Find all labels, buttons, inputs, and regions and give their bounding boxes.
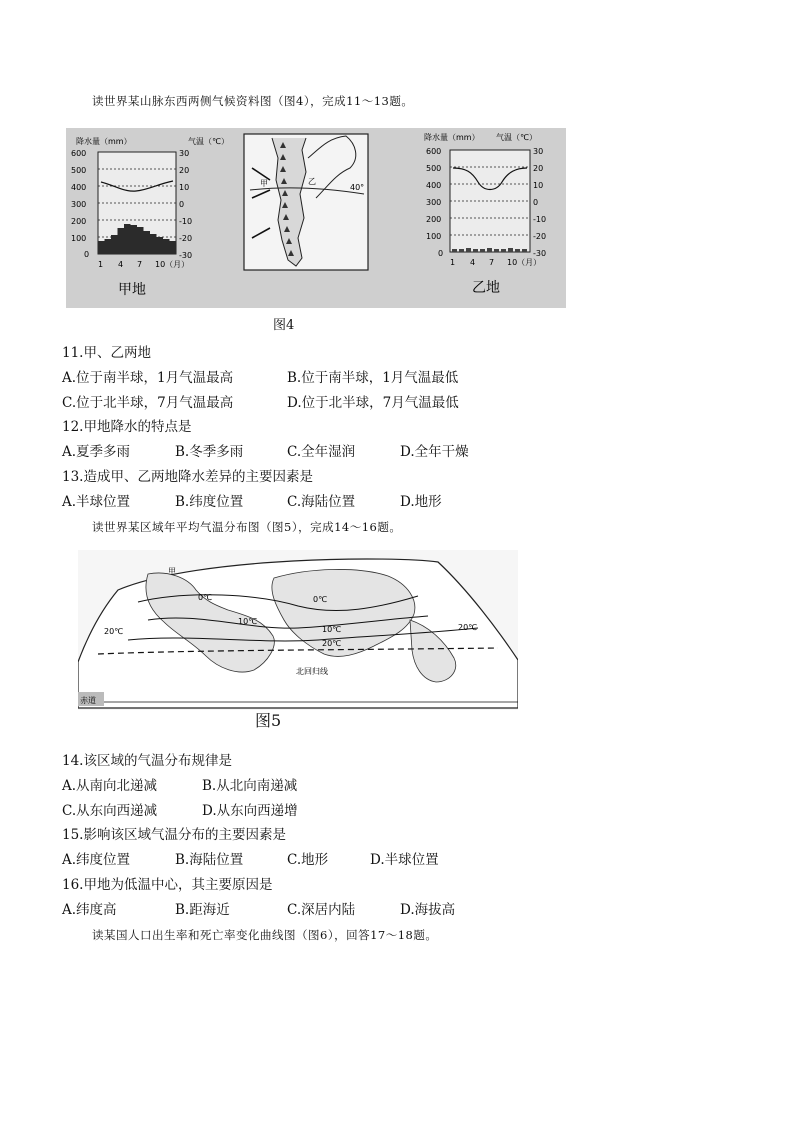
q12-stem: 12.甲地降水的特点是	[62, 419, 192, 435]
yi-mtick-1: 4	[470, 258, 476, 267]
q16-option-b: B.距海近	[175, 902, 230, 918]
map-label-lat: 40°	[350, 183, 365, 192]
yi-mtick-3: 10（月）	[507, 258, 542, 267]
jia-rtick-6: -30	[179, 251, 193, 260]
yi-ltick-4: 200	[426, 215, 442, 224]
jia-ltick-2: 400	[71, 183, 87, 192]
figure-5	[78, 550, 518, 710]
yi-left-axis-title: 降水量（mm）	[424, 133, 480, 142]
q14-option-c: C.从东向西递减	[62, 803, 158, 819]
fig5-label-t7: 20℃	[104, 627, 124, 636]
yi-ltick-0: 600	[426, 147, 442, 156]
q11-option-a: A.位于南半球，1月气温最高	[62, 370, 234, 386]
q16-option-d: D.海拔高	[400, 902, 456, 918]
map-label-yi: 乙	[308, 177, 316, 186]
jia-rtick-1: 20	[179, 166, 190, 175]
yi-ltick-5: 100	[426, 232, 442, 241]
chart-jia	[71, 136, 229, 298]
jia-ltick-6: 0	[84, 250, 90, 259]
jia-mtick-3: 10（月）	[155, 260, 190, 269]
q15-option-d: D.半球位置	[370, 852, 439, 868]
q11-stem: 11.甲、乙两地	[62, 345, 151, 361]
figure-5-caption: 图5	[255, 711, 282, 730]
jia-rtick-4: -10	[179, 217, 193, 226]
jia-rtick-5: -20	[179, 234, 193, 243]
q14-option-d: D.从东向西递增	[202, 803, 298, 819]
intro-text-3: 读某国人口出生率和死亡率变化曲线图（图6），回答17～18题。	[92, 928, 438, 942]
yi-ltick-6: 0	[438, 249, 444, 258]
q13-option-c: C.海陆位置	[287, 494, 356, 510]
q13-option-b: B.纬度位置	[175, 494, 244, 510]
yi-ltick-1: 500	[426, 164, 442, 173]
fig5-label-t3: 10℃	[238, 617, 258, 626]
jia-mtick-0: 1	[98, 260, 104, 269]
chart-yi	[424, 132, 546, 296]
jia-label: 甲地	[118, 282, 146, 298]
yi-mtick-0: 1	[450, 258, 456, 267]
yi-label: 乙地	[472, 280, 500, 296]
yi-rtick-5: -20	[533, 232, 547, 241]
fig5-label-equator: 赤道	[80, 696, 96, 705]
yi-rtick-2: 10	[533, 181, 544, 190]
jia-rtick-2: 10	[179, 183, 190, 192]
fig5-label-jia: 甲	[168, 567, 176, 576]
q14-option-a: A.从南向北递减	[62, 778, 158, 794]
intro-text-2: 读世界某区域年平均气温分布图（图5），完成14～16题。	[92, 520, 402, 534]
q11-option-d: D.位于北半球，7月气温最低	[287, 395, 459, 411]
q11-option-b: B.位于南半球，1月气温最低	[287, 370, 459, 386]
fig5-label-tropic: 北回归线	[296, 667, 328, 676]
mountain-map	[244, 134, 368, 270]
jia-ltick-3: 300	[71, 200, 87, 209]
yi-ltick-3: 300	[426, 198, 442, 207]
jia-rtick-0: 30	[179, 149, 190, 158]
jia-rtick-3: 0	[179, 200, 185, 209]
q15-option-c: C.地形	[287, 852, 329, 868]
q16-stem: 16.甲地为低温中心，其主要原因是	[62, 877, 273, 893]
yi-rtick-0: 30	[533, 147, 544, 156]
fig5-label-t1: 0℃	[198, 593, 213, 602]
jia-ltick-5: 100	[71, 234, 87, 243]
q16-option-a: A.纬度高	[62, 902, 117, 918]
yi-rtick-3: 0	[533, 198, 539, 207]
q15-option-a: A.纬度位置	[62, 852, 131, 868]
q14-option-b: B.从北向南递减	[202, 778, 298, 794]
jia-mtick-2: 7	[137, 260, 143, 269]
intro-text-1: 读世界某山脉东西两侧气候资料图（图4），完成11～13题。	[92, 94, 414, 108]
q13-option-d: D.地形	[400, 494, 442, 510]
fig5-label-t4: 10℃	[322, 625, 342, 634]
q12-option-a: A.夏季多雨	[62, 444, 131, 460]
figure-4	[66, 128, 566, 308]
yi-mtick-2: 7	[489, 258, 495, 267]
map-frame	[244, 134, 368, 270]
yi-right-axis-title: 气温（℃）	[496, 133, 537, 142]
q12-option-d: D.全年干燥	[400, 444, 469, 460]
jia-ltick-1: 500	[71, 166, 87, 175]
figure-5-svg	[78, 550, 518, 710]
figure-4-caption: 图4	[273, 318, 295, 333]
q12-option-c: C.全年湿润	[287, 444, 356, 460]
q11-option-c: C.位于北半球，7月气温最高	[62, 395, 234, 411]
yi-rtick-4: -10	[533, 215, 547, 224]
q12-option-b: B.冬季多雨	[175, 444, 244, 460]
jia-ltick-0: 600	[71, 149, 87, 158]
jia-mtick-1: 4	[118, 260, 124, 269]
q14-stem: 14.该区域的气温分布规律是	[62, 753, 232, 769]
q15-option-b: B.海陆位置	[175, 852, 244, 868]
q16-option-c: C.深居内陆	[287, 902, 356, 918]
fig5-label-t5: 20℃	[322, 639, 342, 648]
figure-4-svg	[66, 128, 566, 308]
yi-rtick-6: -30	[533, 249, 547, 258]
jia-left-axis-title: 降水量（mm）	[76, 137, 132, 146]
jia-ltick-4: 200	[71, 217, 87, 226]
q13-stem: 13.造成甲、乙两地降水差异的主要因素是	[62, 469, 313, 485]
yi-ltick-2: 400	[426, 181, 442, 190]
jia-right-axis-title: 气温（℃）	[188, 137, 229, 146]
q15-stem: 15.影响该区域气温分布的主要因素是	[62, 827, 286, 843]
fig5-label-t6: 20℃	[458, 623, 478, 632]
fig5-label-t2: 0℃	[313, 595, 328, 604]
q13-option-a: A.半球位置	[62, 494, 131, 510]
yi-rtick-1: 20	[533, 164, 544, 173]
map-label-jia: 甲	[260, 179, 268, 188]
